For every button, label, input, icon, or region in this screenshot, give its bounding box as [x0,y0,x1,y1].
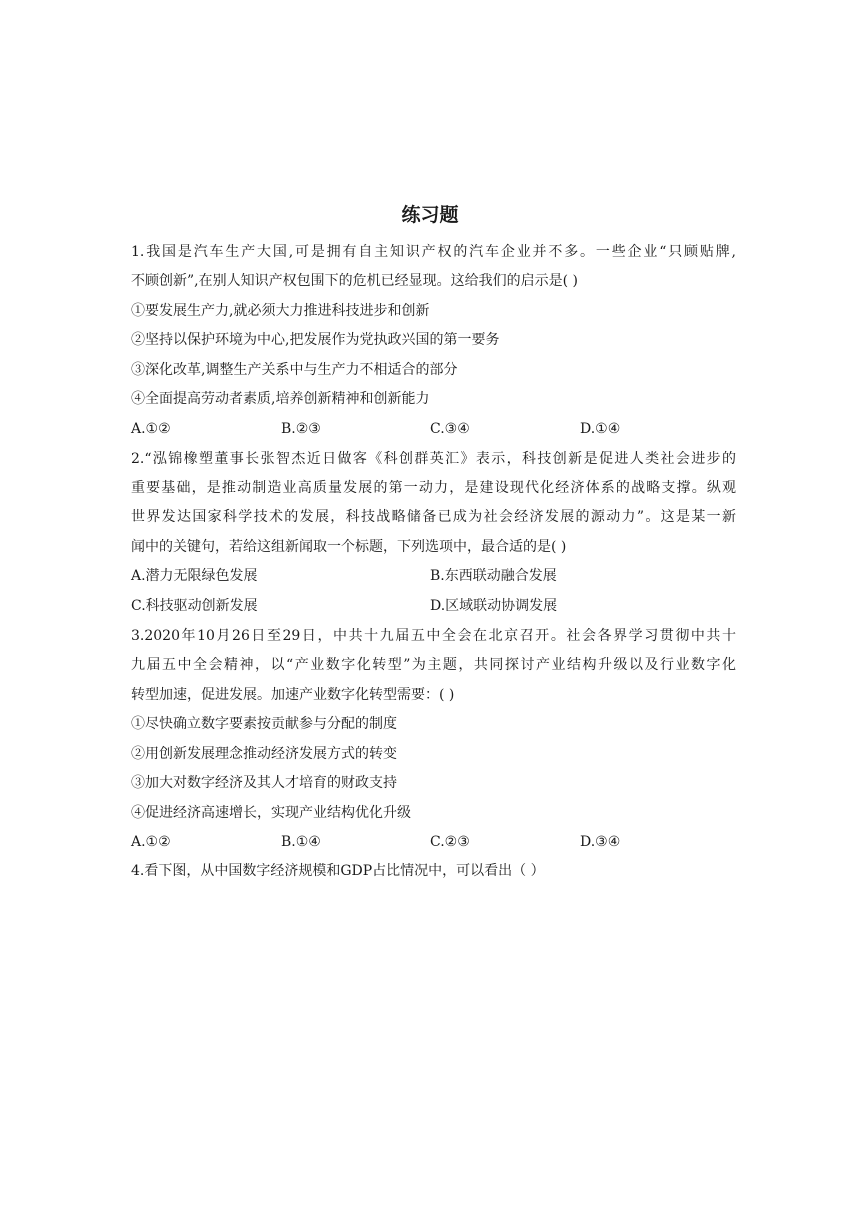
q3-item-3: ③加大对数字经济及其人才培育的财政支持 [131,775,397,791]
q1-option-a: A.①② [131,421,171,437]
q3-option-c: C.②③ [430,834,470,850]
q2-stem-line-1: 2.“泓锦橡塑董事长张智杰近日做客《科创群英汇》表示，科技创新是促进人类社会进步的 [131,451,736,467]
q3-stem-line-1: 3.2020年10月26日至29日，中共十九届五中全会在北京召开。社会各界学习贯彻中共十 [131,628,736,644]
q1-option-b: B.②③ [281,421,321,437]
q1-option-d: D.①④ [580,421,621,437]
q2-stem-line-4: 闻中的关键句，若给这组新闻取一个标题，下列选项中，最合适的是( ) [131,539,567,555]
q2-option-a: A.潜力无限绿色发展 [131,568,258,584]
q3-stem-line-2: 九届五中全会精神，以“产业数字化转型”为主题，共同探讨产业结构升级以及行业数字化 [131,657,736,673]
q3-item-4: ④促进经济高速增长，实现产业结构优化升级 [131,805,411,821]
q1-item-4: ④全面提高劳动者素质,培养创新精神和创新能力 [131,391,430,407]
q2-option-b: B.东西联动融合发展 [430,568,557,584]
page-title: 练习题 [401,204,459,226]
q3-item-1: ①尽快确立数字要素按贡献参与分配的制度 [131,716,397,732]
q3-option-a: A.①② [131,834,171,850]
q4-stem: 4.看下图，从中国数字经济规模和GDP占比情况中，可以看出（ ） [131,863,545,879]
q3-stem-line-3: 转型加速，促进发展。加速产业数字化转型需要：( ) [131,687,455,703]
q2-stem-line-3: 世界发达国家科学技术的发展，科技战略储备已成为社会经济发展的源动力”。这是某一新 [131,509,736,525]
q1-option-c: C.③④ [430,421,470,437]
q2-option-d: D.区域联动协调发展 [430,598,558,614]
q1-stem-line-1: 1.我国是汽车生产大国,可是拥有自主知识产权的汽车企业并不多。一些企业“只顾贴牌, [131,244,736,260]
q1-stem-line-2: 不顾创新”,在别人知识产权包围下的危机已经显现。这给我们的启示是( ) [131,273,578,289]
q1-item-2: ②坚持以保护环境为中心,把发展作为党执政兴国的第一要务 [131,332,500,348]
q3-option-d: D.③④ [580,834,621,850]
q3-item-2: ②用创新发展理念推动经济发展方式的转变 [131,746,397,762]
q1-item-3: ③深化改革,调整生产关系中与生产力不相适合的部分 [131,362,458,378]
q1-item-1: ①要发展生产力,就必须大力推进科技进步和创新 [131,303,430,319]
q2-stem-line-2: 重要基础，是推动制造业高质量发展的第一动力，是建设现代化经济体系的战略支撑。纵观 [131,480,736,496]
q2-option-c: C.科技驱动创新发展 [131,598,258,614]
q3-option-b: B.①④ [281,834,321,850]
